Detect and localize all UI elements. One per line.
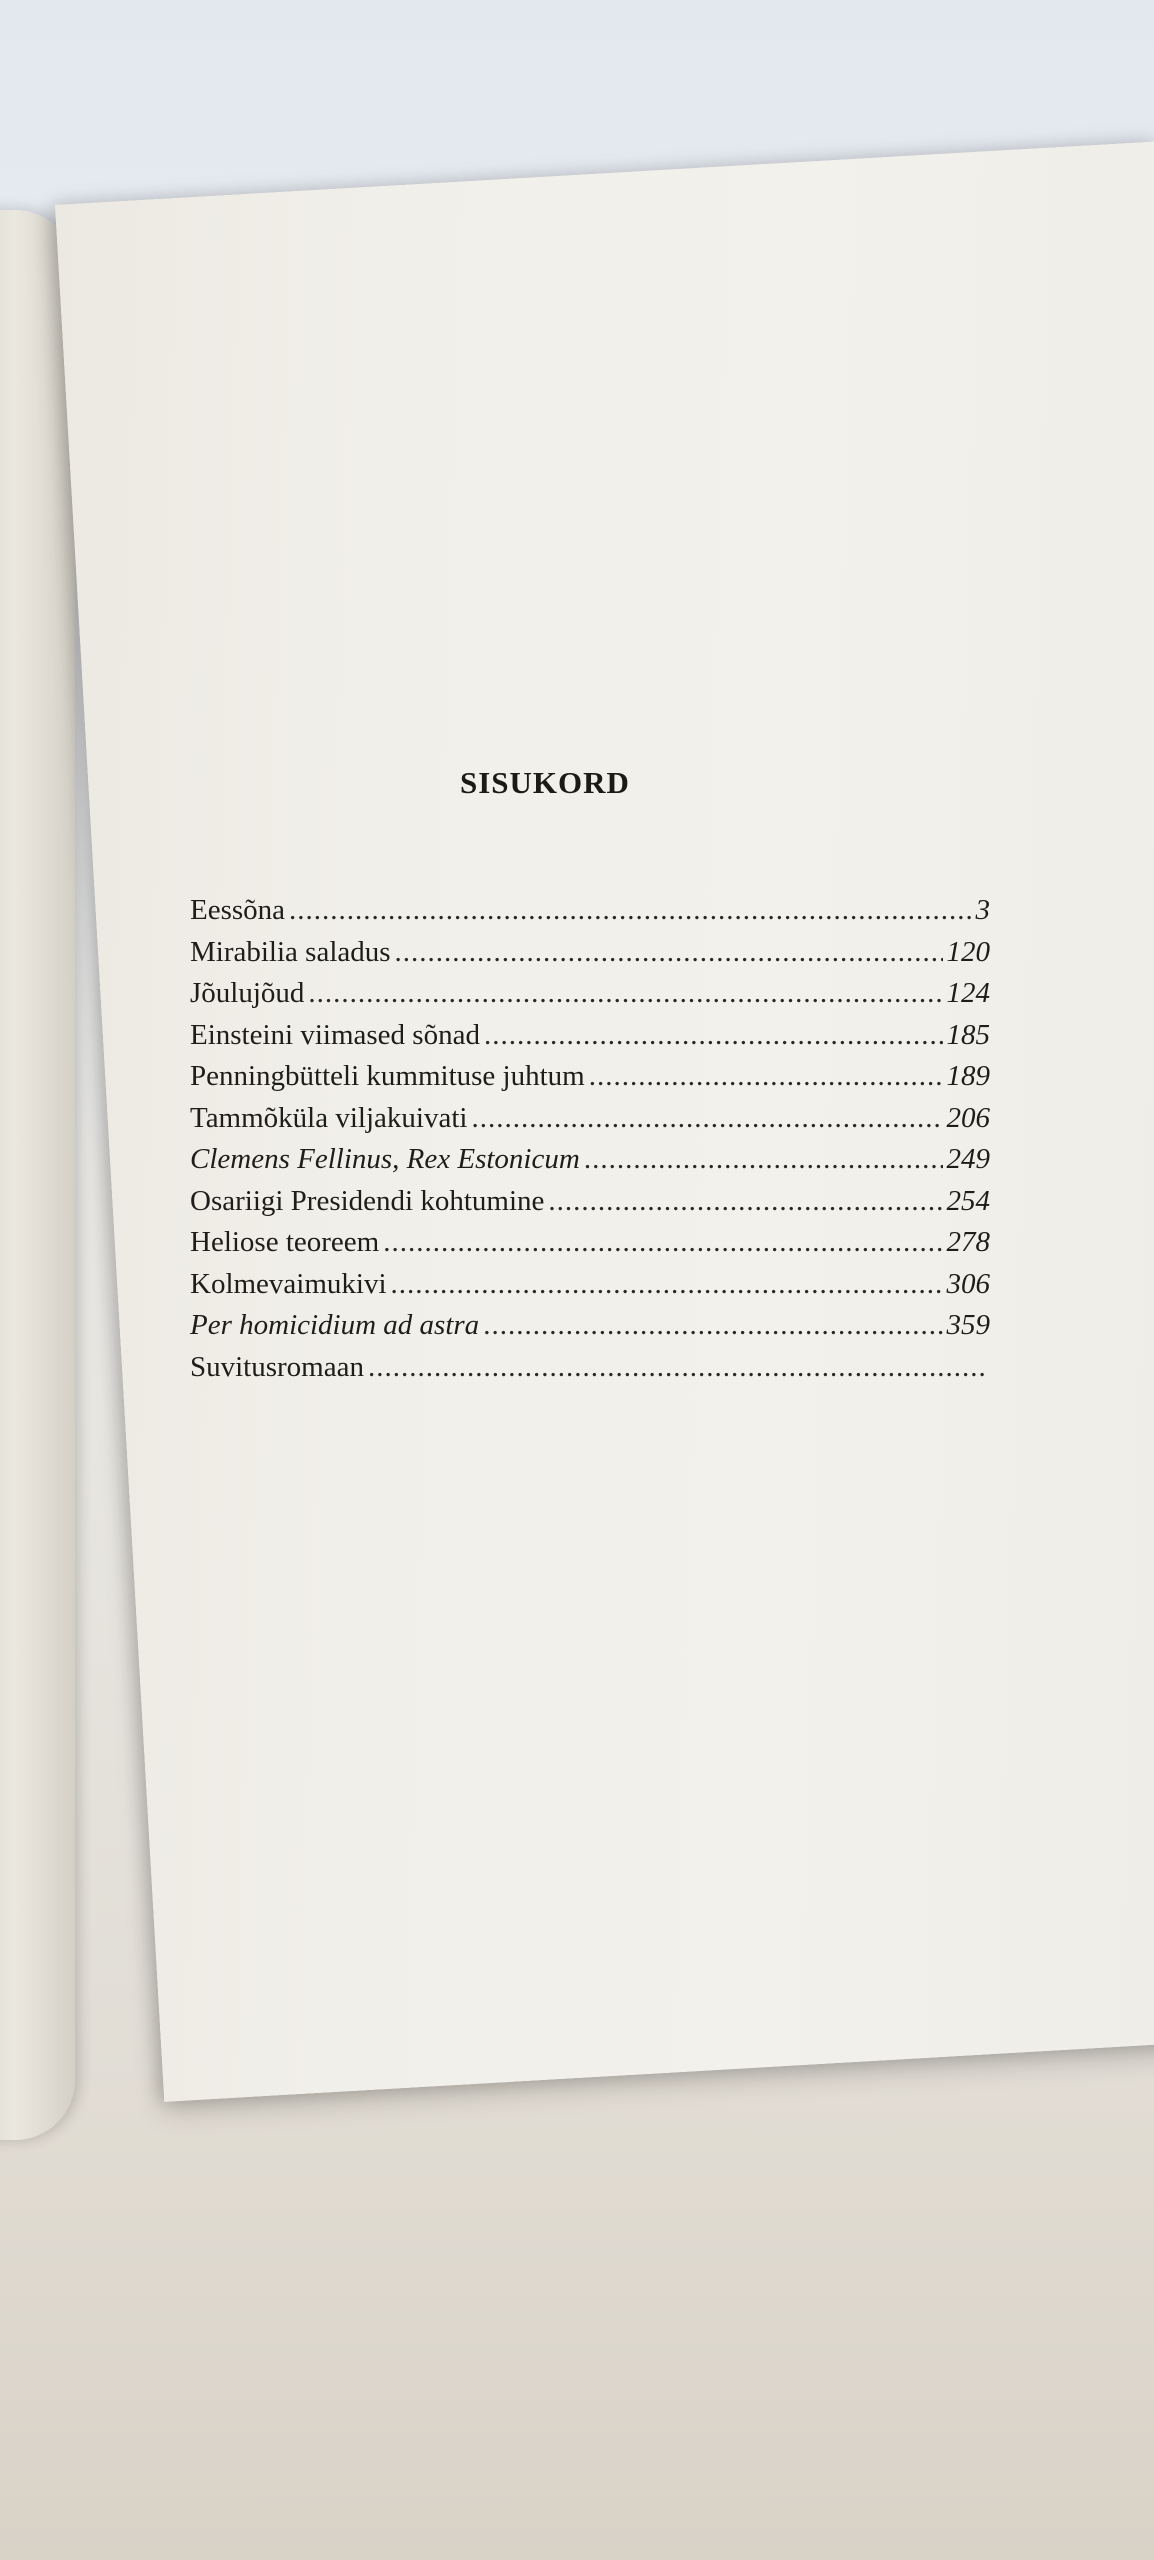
table-surface	[0, 2080, 1154, 2560]
toc-entry-page-number: 278	[946, 1226, 990, 1258]
toc-entry-title: Kolmevaimukivi	[190, 1267, 387, 1300]
toc-dot-leader	[589, 1056, 943, 1098]
toc-entry-title: Osariigi Presidendi kohtumine	[190, 1184, 545, 1217]
toc-dot-leader	[383, 1222, 942, 1264]
toc-entry-page-number: 3	[975, 894, 990, 926]
toc-dot-leader	[471, 1098, 942, 1140]
toc-entry	[190, 1222, 990, 1264]
toc-dot-leader	[391, 1264, 943, 1306]
toc-entry-title: Eessõna	[190, 894, 286, 926]
toc-entry-page-number: 359	[946, 1309, 990, 1341]
toc-entry-page-number: 120	[946, 935, 990, 968]
toc-entry-title: Penningbütteli kummituse juhtum	[190, 1060, 585, 1092]
toc-entry-title: Jõulujõud	[190, 977, 305, 1009]
toc-entry-page-number: 306	[946, 1267, 990, 1300]
toc-dot-leader	[368, 1347, 986, 1389]
toc-dot-leader	[483, 1305, 942, 1347]
toc-entry	[190, 1347, 990, 1389]
toc-entry-title: Suvitusromaan	[190, 1350, 364, 1383]
toc-entry	[190, 890, 990, 932]
toc-dot-leader	[395, 932, 943, 974]
toc-dot-leader	[584, 1139, 943, 1181]
book-page	[55, 141, 1154, 2101]
toc-entry-title: Clemens Fellinus, Rex Estonicum	[190, 1143, 580, 1175]
toc-entry	[190, 1139, 990, 1181]
toc-entry-page-number: 185	[946, 1018, 990, 1051]
toc-dot-leader	[484, 1015, 943, 1057]
toc-entry-page-number: 254	[946, 1184, 990, 1217]
toc-dot-leader	[308, 973, 942, 1015]
toc-entry	[190, 1015, 990, 1057]
toc-entry-page-number: 206	[946, 1101, 990, 1134]
toc-entry-page-number: 249	[946, 1143, 990, 1175]
toc-entry-page-number: 124	[946, 977, 990, 1009]
toc-entry	[190, 1098, 990, 1140]
toc-entry-title: Mirabilia saladus	[190, 935, 391, 968]
toc-entry	[190, 1181, 990, 1223]
toc-entry	[190, 1056, 990, 1098]
toc-entry	[190, 932, 990, 974]
toc-entry-page-number: 189	[946, 1060, 990, 1092]
toc-dot-leader	[548, 1181, 942, 1223]
toc-entry-title: Tammõküla viljakuivati	[190, 1101, 468, 1134]
toc-entry	[190, 973, 990, 1015]
toc-dot-leader	[289, 890, 971, 932]
toc-list	[190, 890, 990, 1388]
toc-entry	[190, 1305, 990, 1347]
toc-entry-title: Einsteini viimased sõnad	[190, 1018, 480, 1051]
toc-title: SISUKORD	[460, 765, 630, 800]
toc-entry-title: Heliose teoreem	[190, 1226, 380, 1258]
toc-entry-title: Per homicidium ad astra	[190, 1309, 480, 1341]
toc-entry	[190, 1264, 990, 1306]
